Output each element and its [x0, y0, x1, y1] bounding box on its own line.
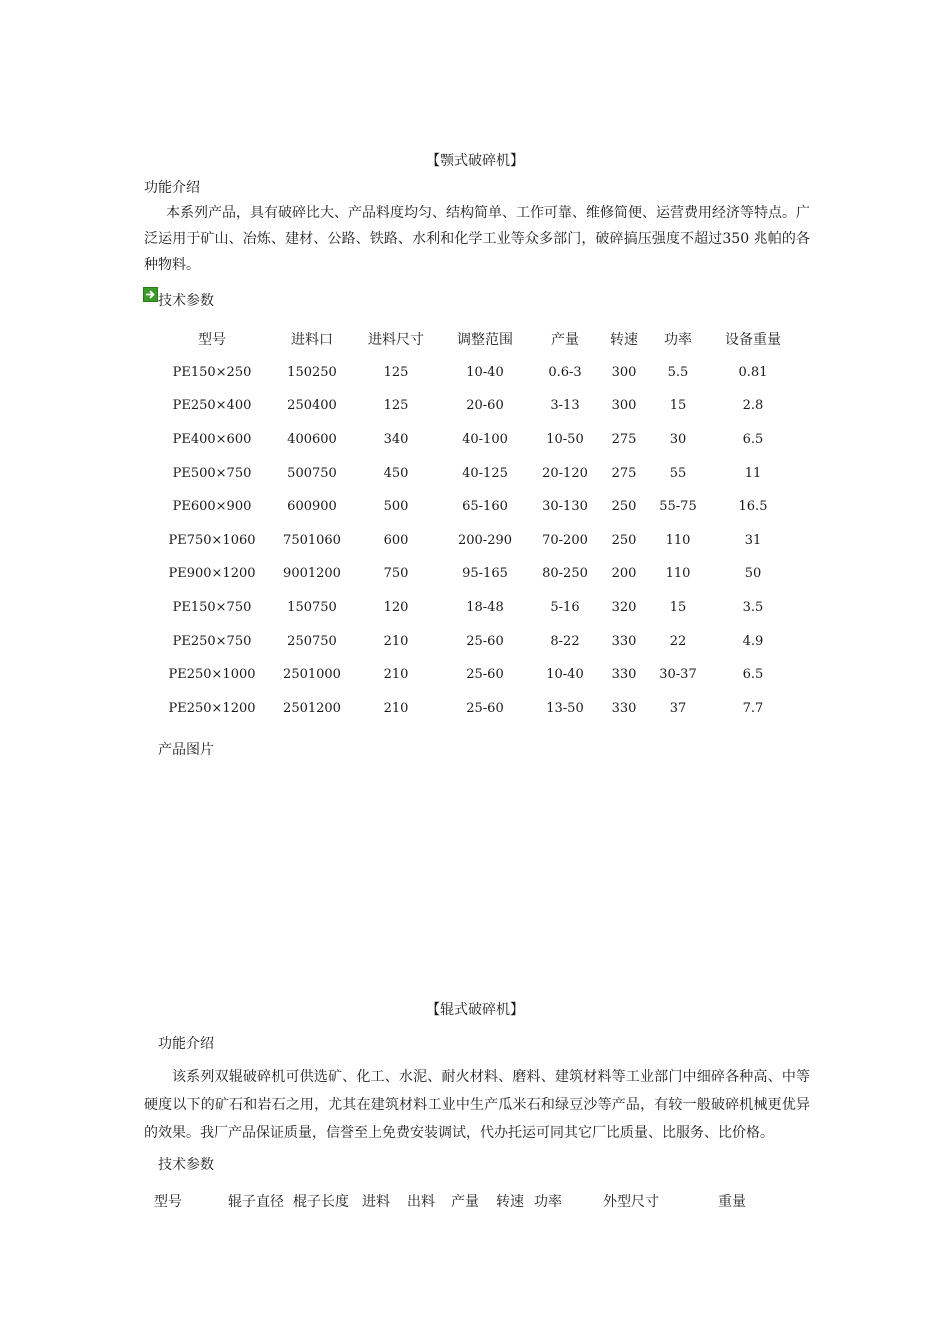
table-cell: 6.5 — [742, 667, 764, 683]
header-cell: 转速 — [610, 331, 638, 348]
table-cell: 320 — [611, 600, 637, 616]
table-cell: 2501200 — [283, 700, 341, 716]
header-cell: 进料尺寸 — [368, 331, 424, 348]
table-cell: 750 — [383, 566, 409, 582]
table-cell: 250400 — [287, 398, 337, 414]
table-cell: 125 — [383, 364, 409, 380]
table-cell: 13-50 — [546, 700, 584, 716]
table-cell: 125 — [383, 398, 409, 414]
table-cell: 600900 — [287, 499, 337, 515]
table-cell: 275 — [611, 465, 637, 481]
table-cell: 0.81 — [738, 364, 768, 380]
table-cell: 7501060 — [283, 532, 341, 548]
table-cell: 330 — [611, 667, 637, 683]
table-cell: 70-200 — [542, 532, 588, 548]
table-cell: 5-16 — [550, 600, 580, 616]
table-cell: 50 — [744, 566, 762, 582]
table-cell: 200 — [611, 566, 637, 582]
roller-params-heading: 技术参数 — [158, 1157, 214, 1173]
table-row — [162, 524, 808, 558]
table-cell: 110 — [665, 566, 691, 582]
table-cell: 330 — [611, 700, 637, 716]
table-cell: 250750 — [287, 633, 337, 649]
arrow-right-icon — [143, 287, 158, 302]
table-row — [162, 356, 808, 390]
header-cell: 调整范围 — [457, 331, 513, 348]
table-cell: 340 — [383, 432, 409, 448]
table-cell: 10-40 — [466, 364, 504, 380]
table-row — [162, 624, 808, 658]
table-cell: 40-125 — [462, 465, 508, 481]
table-cell: 15 — [669, 600, 687, 616]
table-cell: 450 — [383, 465, 409, 481]
table-cell: 300 — [611, 398, 637, 414]
table-row — [162, 456, 808, 490]
table-cell: PE900×1200 — [168, 566, 256, 582]
table-cell: 3.5 — [742, 600, 764, 616]
table-header-row — [162, 322, 808, 356]
header-cell: 进料口 — [291, 331, 333, 348]
table-cell: 30-130 — [542, 499, 588, 515]
table-cell: PE250×400 — [172, 398, 252, 414]
table-cell: 4.9 — [742, 633, 764, 649]
table-cell: 20-120 — [542, 465, 588, 481]
table-cell: PE500×750 — [172, 465, 252, 481]
table-cell: 16.5 — [738, 499, 768, 515]
table-cell: PE600×900 — [172, 499, 252, 515]
table-cell: 275 — [611, 432, 637, 448]
jaw-photo-heading: 产品图片 — [158, 742, 214, 758]
header-cell: 外型尺寸 — [603, 1194, 659, 1210]
header-cell: 型号 — [198, 331, 226, 348]
table-cell: 210 — [383, 700, 409, 716]
header-cell: 出料 — [407, 1194, 435, 1210]
table-cell: 22 — [669, 633, 687, 649]
header-cell: 型号 — [154, 1194, 182, 1210]
table-cell: 55 — [669, 465, 687, 481]
roller-title: 【辊式破碎机】 — [426, 1002, 524, 1018]
header-cell: 棍子长度 — [293, 1194, 349, 1210]
table-cell: PE150×250 — [172, 364, 252, 380]
table-row — [162, 591, 808, 625]
table-cell: 2501000 — [283, 667, 341, 683]
jaw-table-body — [162, 356, 808, 726]
jaw-params-heading: 技术参数 — [158, 293, 214, 309]
table-cell: 30-37 — [659, 667, 697, 683]
table-row — [162, 423, 808, 457]
table-cell: 8-22 — [550, 633, 580, 649]
header-cell: 产量 — [451, 1194, 479, 1210]
table-row — [162, 490, 808, 524]
table-cell: PE250×1000 — [168, 667, 256, 683]
table-cell: 6.5 — [742, 432, 764, 448]
roller-intro-heading: 功能介绍 — [158, 1036, 214, 1052]
header-cell: 转速 — [496, 1194, 524, 1210]
table-cell: 31 — [744, 532, 762, 548]
table-cell: 500750 — [287, 465, 337, 481]
jaw-spec-table — [162, 322, 808, 725]
table-cell: 500 — [383, 499, 409, 515]
jaw-title: 【颚式破碎机】 — [426, 153, 524, 169]
table-row — [162, 692, 808, 726]
header-cell: 重量 — [718, 1194, 746, 1210]
table-cell: 250 — [611, 532, 637, 548]
table-cell: 11 — [744, 465, 762, 481]
table-row — [162, 557, 808, 591]
table-cell: 120 — [383, 600, 409, 616]
table-cell: 37 — [669, 700, 687, 716]
table-cell: 0.6-3 — [548, 364, 582, 380]
table-cell: PE250×1200 — [168, 700, 256, 716]
table-cell: 3-13 — [550, 398, 580, 414]
table-cell: 210 — [383, 633, 409, 649]
header-cell: 进料 — [362, 1194, 390, 1210]
table-row — [162, 658, 808, 692]
table-cell: 600 — [383, 532, 409, 548]
table-cell: 40-100 — [462, 432, 508, 448]
table-row — [162, 389, 808, 423]
table-cell: 30 — [669, 432, 687, 448]
header-cell: 功率 — [664, 331, 692, 348]
table-cell: 200-290 — [457, 532, 513, 548]
table-cell: 18-48 — [466, 600, 504, 616]
table-cell: PE750×1060 — [168, 532, 256, 548]
table-cell: PE250×750 — [172, 633, 252, 649]
table-cell: 20-60 — [466, 398, 504, 414]
table-cell: 250 — [611, 499, 637, 515]
table-cell: 400600 — [287, 432, 337, 448]
table-cell: 300 — [611, 364, 637, 380]
table-cell: 15 — [669, 398, 687, 414]
table-cell: 65-160 — [462, 499, 508, 515]
table-cell: 330 — [611, 633, 637, 649]
table-cell: 5.5 — [667, 364, 689, 380]
header-cell: 设备重量 — [725, 331, 781, 348]
table-cell: 25-60 — [466, 633, 504, 649]
table-cell: 55-75 — [659, 499, 697, 515]
table-cell: 10-50 — [546, 432, 584, 448]
table-cell: 210 — [383, 667, 409, 683]
table-cell: 150250 — [287, 364, 337, 380]
table-cell: 80-250 — [542, 566, 588, 582]
table-cell: 110 — [665, 532, 691, 548]
table-cell: 2.8 — [742, 398, 764, 414]
table-cell: 25-60 — [466, 667, 504, 683]
header-cell: 功率 — [534, 1194, 562, 1210]
table-cell: PE400×600 — [172, 432, 252, 448]
jaw-intro-heading: 功能介绍 — [144, 180, 200, 196]
table-cell: 7.7 — [742, 700, 764, 716]
header-cell: 产量 — [551, 331, 579, 348]
table-cell: 150750 — [287, 600, 337, 616]
header-cell: 辊子直径 — [228, 1194, 284, 1210]
table-cell: 9001200 — [283, 566, 341, 582]
table-cell: 10-40 — [546, 667, 584, 683]
jaw-intro-text: 本系列产品，具有破碎比大、产品料度均匀、结构简单、工作可靠、维修简便、运营费用经济等特点。广泛运用于矿山、冶炼、建材、公路、铁路、水利和化学工业等众多部门，破碎搞压强度不超过350 兆帕的各种物料。 — [144, 205, 810, 273]
roller-intro-text: 该系列双辊破碎机可供选矿、化工、水泥、耐火材料、磨料、建筑材料等工业部门中细碎各种高、中等硬度以下的矿石和岩石之用，尤其在建筑材料工业中生产瓜米石和绿豆沙等产品，有较一般破碎机械更优异的效果。我厂产品保证质量，信誉至上免费安装调试，代办托运可同其它厂比质量、比服务、比价格。 — [144, 1069, 810, 1141]
table-cell: 95-165 — [462, 566, 508, 582]
table-cell: PE150×750 — [172, 600, 252, 616]
table-cell: 25-60 — [466, 700, 504, 716]
